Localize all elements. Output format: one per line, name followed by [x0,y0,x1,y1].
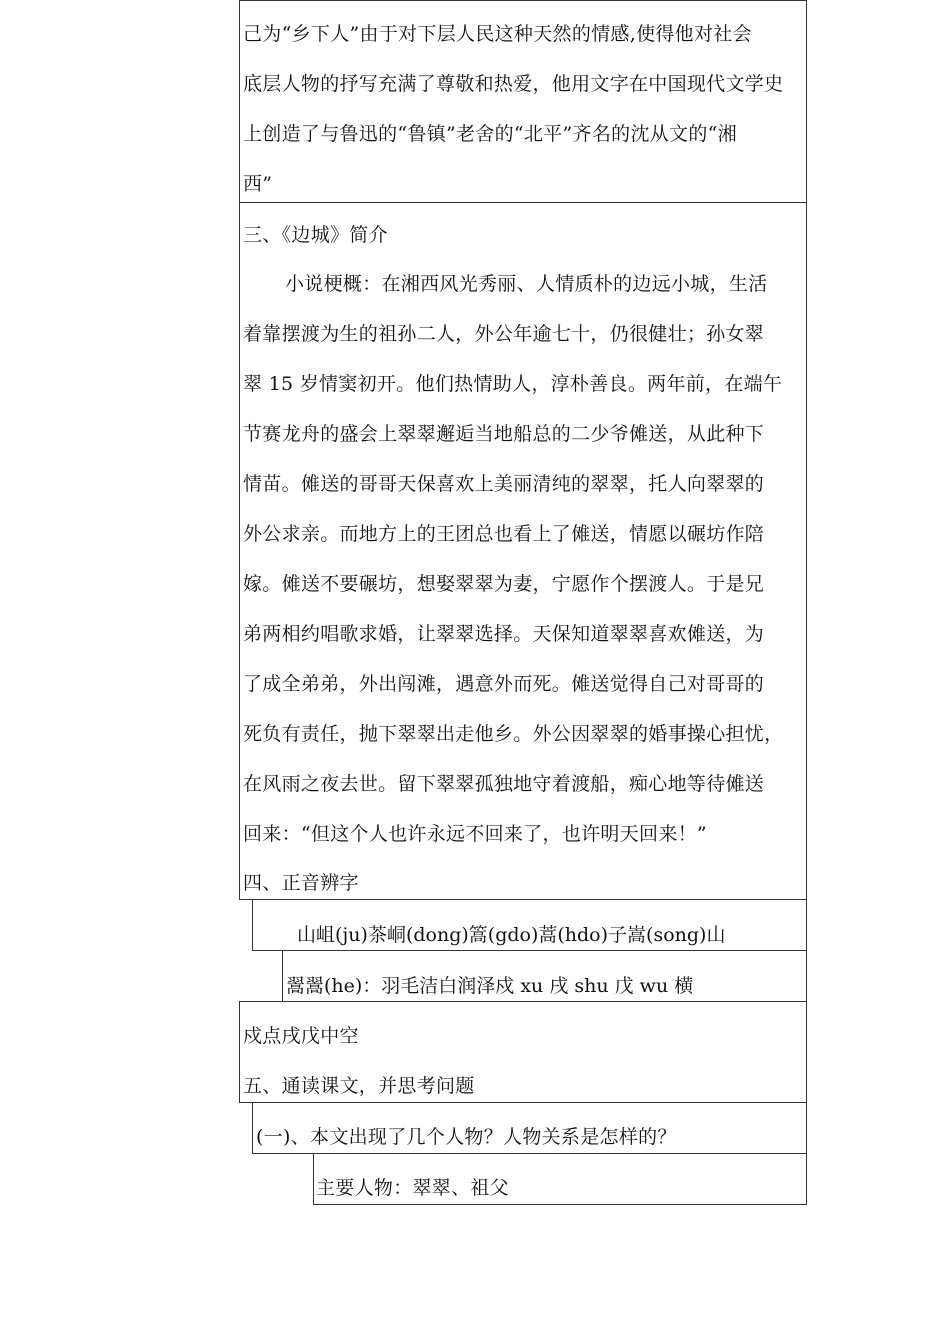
section-two-line: 西” [243,173,273,195]
section-two-line: 上创造了与鲁迅的“鲁镇”老舍的“北平”齐名的沈从文的“湘 [243,123,737,145]
synopsis-line: 了成全弟弟，外出闯滩，遇意外而死。傩送觉得自己对哥哥的 [243,673,765,695]
synopsis-line: 节赛龙舟的盛会上翠翠邂逅当地船总的二少爷傩送，从此种下 [243,423,765,445]
answer-line: 主要人物：翠翠、祖父 [316,1177,510,1199]
section-two-line: 己为“乡下人”由于对下层人民这种天然的情感,使得他对社会 [243,23,752,45]
section-three-heading: 三、《边城》简介 [243,224,388,246]
synopsis-line: 在风雨之夜去世。留下翠翠孤独地守着渡船，痴心地等待傩送 [243,773,765,795]
synopsis-line: 回来：“但这个人也许永远不回来了，也许明天回来！” [243,823,707,845]
synopsis-line: 情苗。傩送的哥哥天保喜欢上美丽清纯的翠翠，托人向翠翠的 [243,473,765,495]
synopsis-line: 着靠摆渡为生的祖孙二人，外公年逾七十，仍很健壮；孙女翠 [243,323,765,345]
question-line: (一)、本文出现了几个人物？人物关系是怎样的？ [256,1126,677,1148]
section-two-line: 底层人物的抒写充满了尊敬和热爱，他用文字在中国现代文学史 [243,73,784,95]
synopsis-line: 翠 15 岁情窦初开。他们热情助人，淳朴善良。两年前，在端午 [243,373,783,395]
synopsis-line: 死负有责任，抛下翠翠出走他乡。外公因翠翠的婚事操心担忧， [243,723,784,745]
synopsis-line: 外公求亲。而地方上的王团总也看上了傩送，情愿以碾坊作陪 [243,523,765,545]
synopsis-line: 弟两相约唱歌求婚，让翠翠选择。天保知道翠翠喜欢傩送，为 [243,623,765,645]
pinyin-row2: 翯翯(he)：羽毛洁白润泽戍 xu 戌 shu 戊 wu 横 [286,975,694,997]
section-four-heading: 四、正音辨字 [243,872,359,894]
pinyin-row1: 山岨(ju)茶峒(dong)篙(gdo)蒿(hdo)子嵩(song)山 [297,924,726,946]
synopsis-line: 嫁。傩送不要碾坊，想娶翠翠为妻，宁愿作个摆渡人。于是兄 [243,573,765,595]
section-five-heading: 五、通读课文，并思考问题 [243,1075,475,1097]
synopsis-line: 小说梗概：在湘西风光秀丽、人情质朴的边远小城，生活 [285,273,768,295]
pinyin-row3: 戍点戌戊中空 [243,1025,359,1047]
